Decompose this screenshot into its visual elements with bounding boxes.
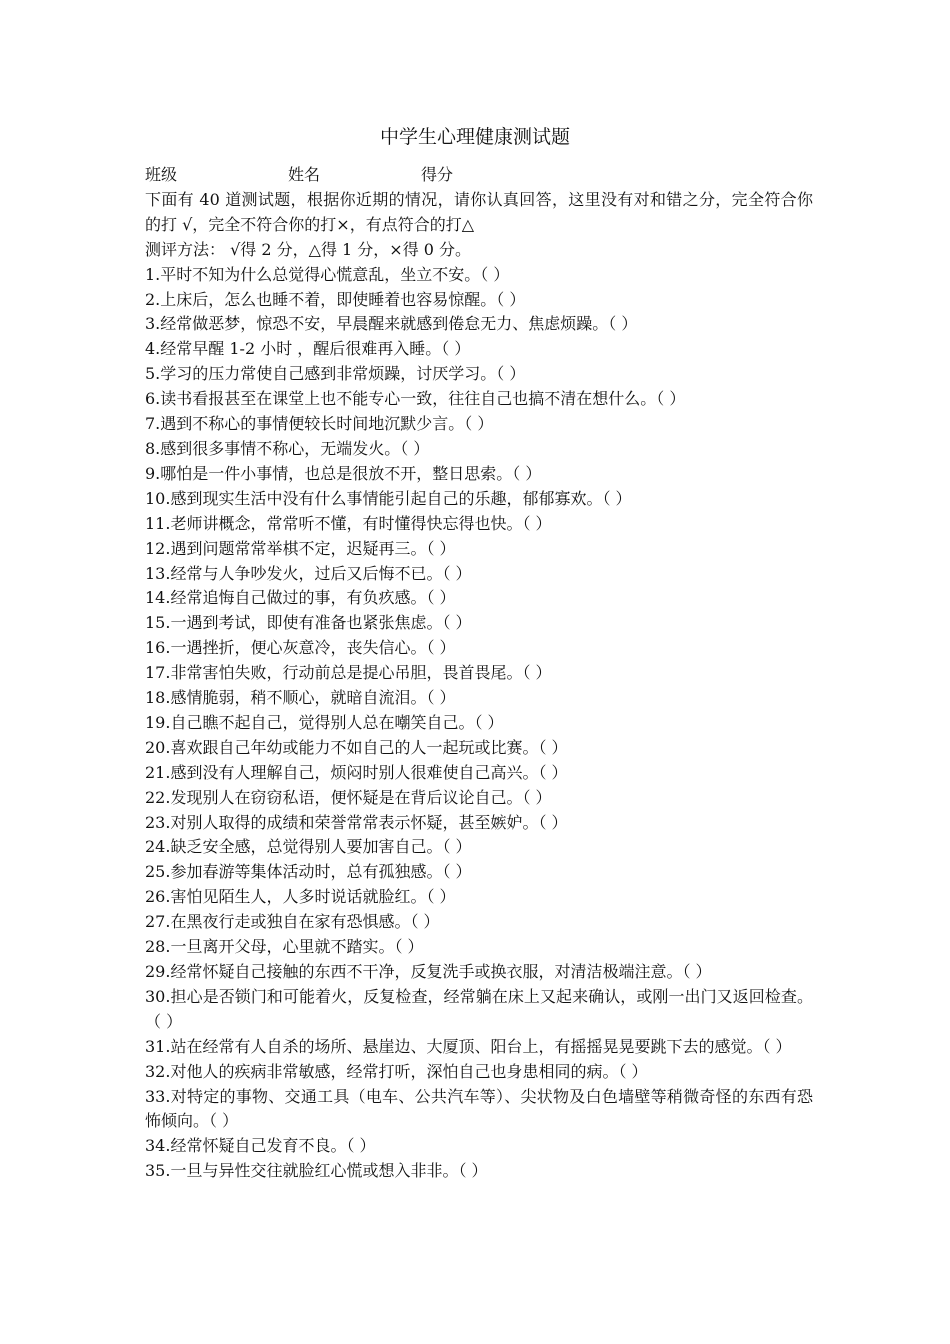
question-item: 16.一遇挫折，便心灰意冷，丧失信心。（ ） bbox=[145, 638, 456, 658]
question-item: 12.遇到问题常常举棋不定，迟疑再三。（ ） bbox=[145, 538, 456, 558]
question-item: 5.学习的压力常使自己感到非常烦躁，讨厌学习。（ ） bbox=[145, 364, 526, 384]
question-item: 11.老师讲概念，常常听不懂，有时懂得快忘得也快。（ ） bbox=[145, 513, 552, 533]
question-item: 13.经常与人争吵发火，过后又后悔不已。（ ） bbox=[145, 563, 472, 583]
question-item: 9.哪怕是一件小事情，也总是很放不开，整日思索。（ ） bbox=[145, 463, 542, 483]
question-item: 1.平时不知为什么总觉得心慌意乱，坐立不安。（ ） bbox=[145, 264, 510, 284]
question-item: 8.感到很多事情不称心，无端发火。（ ） bbox=[145, 438, 430, 458]
question-item: 10.感到现实生活中没有什么事情能引起自己的乐趣，郁郁寡欢。（ ） bbox=[145, 488, 632, 508]
class-label: 班级 bbox=[145, 165, 178, 184]
content-body bbox=[145, 163, 813, 1184]
question-item: 7.遇到不称心的事情便较长时间地沉默少言。（ ） bbox=[145, 414, 494, 434]
scoring-method: 测评方法： √得 2 分，△得 1 分，×得 0 分。 bbox=[145, 239, 472, 259]
name-label: 姓名 bbox=[288, 165, 321, 184]
question-item: 22.发现别人在窃窃私语，便怀疑是在背后议论自己。（ ） bbox=[145, 787, 552, 807]
question-item: 18.感情脆弱，稍不顺心，就暗自流泪。（ ） bbox=[145, 688, 456, 708]
question-item: 3.经常做恶梦，惊恐不安，早晨醒来就感到倦怠无力、焦虑烦躁。（ ） bbox=[145, 314, 638, 334]
question-item: 2.上床后，怎么也睡不着，即使睡着也容易惊醒。（ ） bbox=[145, 289, 526, 309]
question-item: 23.对别人取得的成绩和荣誉常常表示怀疑，甚至嫉妒。（ ） bbox=[145, 812, 568, 832]
question-item: 33.对特定的事物、交通工具（电车、公共汽车等）、尖状物及白色墙壁等稍微奇怪的东西有恐怖倾向。（ ） bbox=[145, 1086, 813, 1131]
question-item: 26.害怕见陌生人，人多时说话就脸红。（ ） bbox=[145, 887, 456, 907]
question-item: 15.一遇到考试，即使有准备也紧张焦虑。（ ） bbox=[145, 613, 472, 633]
page-title: 中学生心理健康测试题 bbox=[379, 126, 570, 148]
question-item: 24.缺乏安全感，总觉得别人要加害自己。（ ） bbox=[145, 837, 472, 857]
question-item: 30.担心是否锁门和可能着火，反复检查，经常躺在床上又起来确认，或刚一出门又返回检查。（ ） bbox=[145, 986, 813, 1031]
question-item: 32.对他人的疾病非常敏感，经常打听，深怕自己也身患相同的病。（ ） bbox=[145, 1061, 648, 1081]
question-item: 4.经常早醒 1-2 小时 ，醒后很难再入睡。（ ） bbox=[145, 339, 471, 359]
question-item: 35.一旦与异性交往就脸红心慌或想入非非。（ ） bbox=[145, 1161, 488, 1181]
question-item: 6.读书看报甚至在课堂上也不能专心一致，往往自己也搞不清在想什么。（ ） bbox=[145, 389, 686, 409]
question-item: 28.一旦离开父母，心里就不踏实。（ ） bbox=[145, 937, 424, 957]
question-item: 34.经常怀疑自己发育不良。（ ） bbox=[145, 1136, 376, 1156]
question-item: 29.经常怀疑自己接触的东西不干净，反复洗手或换衣服，对清洁极端注意。（ ） bbox=[145, 962, 712, 981]
question-item: 21.感到没有人理解自己，烦闷时别人很难使自己高兴。（ ） bbox=[145, 762, 568, 782]
score-label: 得分 bbox=[421, 165, 454, 184]
question-item: 20.喜欢跟自己年幼或能力不如自己的人一起玩或比赛。（ ） bbox=[145, 737, 568, 757]
question-item: 14.经常追悔自己做过的事，有负疚感。（ ） bbox=[145, 588, 456, 608]
question-item: 25.参加春游等集体活动时，总有孤独感。（ ） bbox=[145, 862, 472, 882]
info-fields bbox=[145, 163, 813, 188]
question-item: 17.非常害怕失败，行动前总是提心吊胆，畏首畏尾。（ ） bbox=[145, 663, 552, 683]
question-item: 31.站在经常有人自杀的场所、悬崖边、大厦顶、阳台上，有摇摇晃晃要跳下去的感觉。（ ） bbox=[145, 1036, 792, 1056]
question-item: 19.自己瞧不起自己，觉得别人总在嘲笑自己。（ ） bbox=[145, 712, 504, 732]
intro-text: 下面有 40 道测试题，根据你近期的情况，请你认真回答，这里没有对和错之分，完全符合你的打 √，完全不符合你的打×，有点符合的打△ bbox=[145, 189, 813, 234]
question-item: 27.在黑夜行走或独自在家有恐惧感。（ ） bbox=[145, 912, 440, 932]
